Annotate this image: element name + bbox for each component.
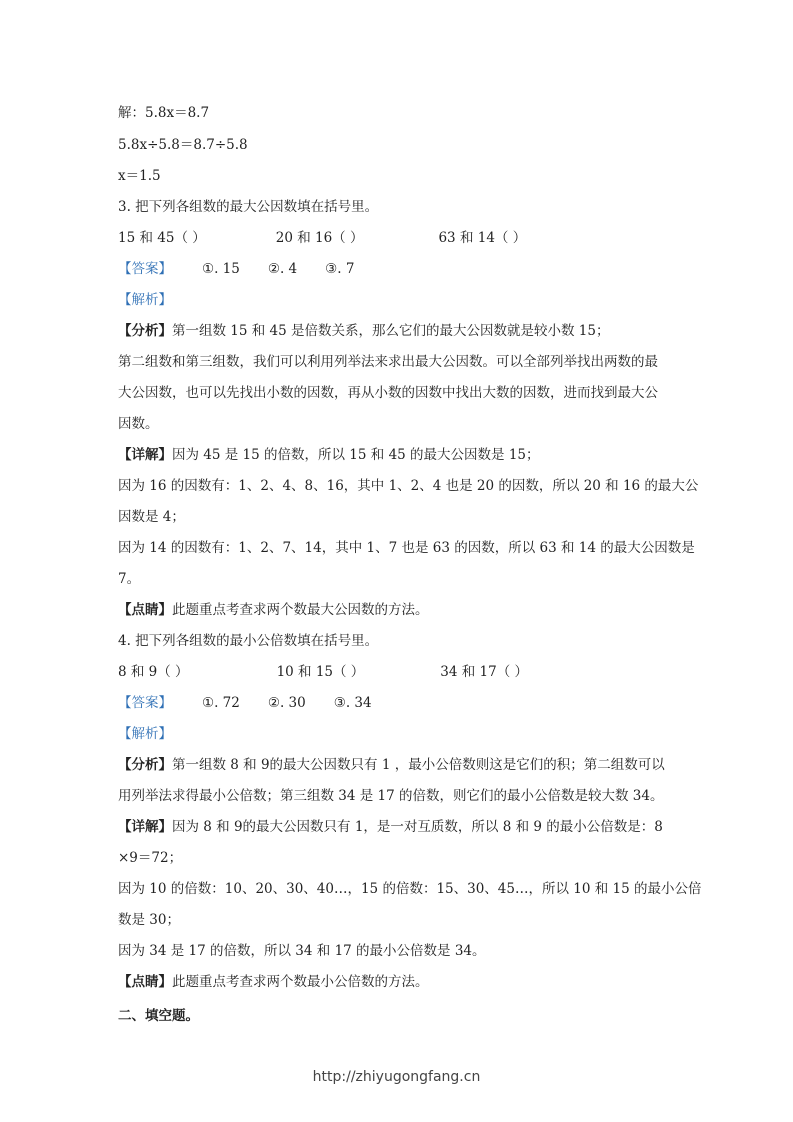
- q4-xiangjie-line-3: 因为 10 的倍数：10、20、30、40…，15 的倍数：15、30、45…，所以 10 和 15 的最小公倍: [118, 881, 702, 897]
- answer-tag: 【答案】: [118, 261, 172, 277]
- q3-fenxi-line-3: 大公因数，也可以先找出小数的因数，再从小数的因数中找出大数的因数，进而找到最大公: [118, 385, 658, 401]
- q4-jiexi-tag: 【解析】: [118, 726, 172, 742]
- solution-line-1: 解：5.8x＝8.7: [118, 105, 210, 121]
- q4-fenxi-line-1: [118, 755, 665, 775]
- q4-item-1: 8 和 9（ ）: [118, 664, 189, 680]
- section-2-heading: 二、填空题。: [118, 1008, 199, 1024]
- q3-xiangjie-line-1: [118, 445, 540, 465]
- q3-jiexi-tag: 【解析】: [118, 292, 172, 308]
- q4-fenxi-line-2: 用列举法求得最小公倍数；第三组数 34 是 17 的倍数，则它们的最小公倍数是较大数 34。: [118, 788, 664, 804]
- q4-xiangjie-line-1: [118, 817, 663, 837]
- question-3-title: 3. 把下列各组数的最大公因数填在括号里。: [118, 199, 379, 215]
- solution-line-3: x＝1.5: [118, 168, 161, 184]
- xiangjie-tag: 【详解】: [118, 819, 172, 835]
- q3-answer-1: ①. 15: [202, 261, 240, 277]
- footer-url: http://zhiyugongfang.cn: [312, 1069, 481, 1085]
- q4-answer-3: ③. 34: [333, 695, 372, 711]
- q4-answer-1: ①. 72: [202, 695, 240, 711]
- question-3-answer: [118, 259, 354, 279]
- question-4-answer: [118, 693, 372, 713]
- q3-fenxi-line-2: 第二组数和第三组数，我们可以利用列举法来求出最大公因数。可以全部列举找出两数的最: [118, 354, 658, 370]
- q4-answer-2: ②. 30: [267, 695, 306, 711]
- q4-xiangjie-line-2: ×9＝72；: [118, 850, 183, 866]
- q4-xiangjie-line-4: 数是 30；: [118, 912, 180, 928]
- q3-xiangjie-line-3: 因数是 4；: [118, 509, 185, 525]
- q4-fenxi-text-1: 第一组数 8 和 9的最大公因数只有 1 ，最小公倍数则这是它们的积；第二组数可以: [172, 757, 665, 773]
- q3-fenxi-text-1: 第一组数 15 和 45 是倍数关系，那么它们的最大公因数就是较小数 15；: [172, 323, 610, 339]
- q3-item-3: 63 和 14（ ）: [438, 230, 527, 246]
- q4-xiangjie-line-5: 因为 34 是 17 的倍数，所以 34 和 17 的最小公倍数是 34。: [118, 943, 486, 959]
- question-4-title: 4. 把下列各组数的最小公倍数填在括号里。: [118, 633, 379, 649]
- q3-answer-3: ③. 7: [325, 261, 355, 277]
- q3-item-1: 15 和 45（ ）: [118, 230, 206, 246]
- answer-tag: 【答案】: [118, 695, 172, 711]
- q3-fenxi-line-4: 因数。: [118, 416, 159, 432]
- q3-answer-2: ②. 4: [267, 261, 298, 277]
- q3-xiangjie-line-5: 7。: [118, 571, 141, 587]
- q3-xiangjie-line-4: 因为 14 的因数有：1、2、7、14，其中 1、7 也是 63 的因数，所以 63 和 14 的最大公因数是: [118, 540, 695, 556]
- question-4-items: [118, 662, 528, 682]
- q4-xiangjie-text-1: 因为 8 和 9的最大公因数只有 1，是一对互质数，所以 8 和 9 的最小公倍数是：8: [172, 819, 663, 835]
- fenxi-tag: 【分析】: [118, 323, 172, 339]
- q3-item-2: 20 和 16（ ）: [275, 230, 364, 246]
- xiangjie-tag: 【详解】: [118, 447, 172, 463]
- q3-xiangjie-text-1: 因为 45 是 15 的倍数，所以 15 和 45 的最大公因数是 15；: [172, 447, 540, 463]
- fenxi-tag: 【分析】: [118, 757, 172, 773]
- dianjing-tag: 【点睛】: [118, 974, 172, 990]
- q4-dianjing-line: [118, 972, 429, 992]
- q3-dianjing-line: [118, 600, 429, 620]
- question-3-items: [118, 228, 526, 248]
- q3-xiangjie-line-2: 因为 16 的因数有：1、2、4、8、16，其中 1、2、4 也是 20 的因数，所以 20 和 16 的最大公: [118, 478, 699, 494]
- solution-line-2: 5.8x÷5.8＝8.7÷5.8: [118, 137, 248, 153]
- q4-item-3: 34 和 17（ ）: [440, 664, 529, 680]
- dianjing-tag: 【点睛】: [118, 602, 172, 618]
- q4-dianjing-text: 此题重点考查求两个数最小公倍数的方法。: [172, 974, 429, 990]
- q3-fenxi-line-1: [118, 321, 610, 341]
- q3-dianjing-text: 此题重点考查求两个数最大公因数的方法。: [172, 602, 429, 618]
- q4-item-2: 10 和 15（ ）: [276, 664, 365, 680]
